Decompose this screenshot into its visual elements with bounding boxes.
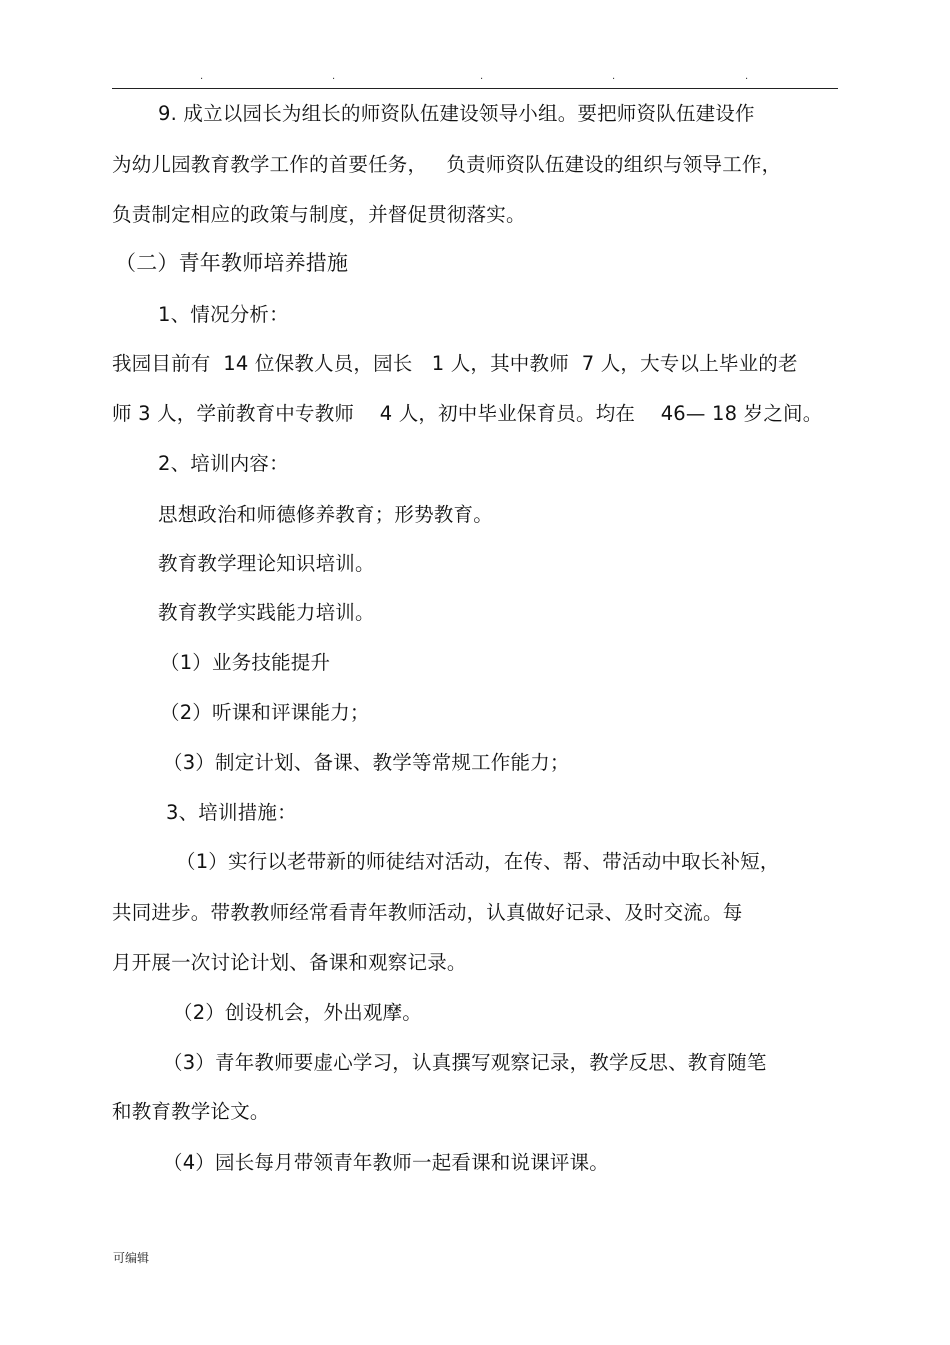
list-item: （4）园长每月带领青年教师一起看课和说课评课。 xyxy=(163,1151,610,1174)
list-item: （1）业务技能提升 xyxy=(160,651,331,674)
section-heading: （二）青年教师培养措施 xyxy=(115,251,349,275)
list-item: （3）制定计划、备课、教学等常规工作能力； xyxy=(163,751,570,774)
paragraph-line: 师 3 人，学前教育中专教师 4 人，初中毕业保育员。均在 46— 18 岁之间。 xyxy=(112,402,823,425)
paragraph-line: 负责制定相应的政策与制度，并督促贯彻落实。 xyxy=(112,203,526,226)
subsection-heading: 2、培训内容： xyxy=(158,452,289,475)
subsection-heading: 3、培训措施： xyxy=(166,801,297,824)
header-dot: . xyxy=(612,71,616,82)
paragraph-line: 我园目前有 14 位保教人员，园长 1 人，其中教师 7 人，大专以上毕业的老 xyxy=(112,352,798,375)
paragraph-line: 和教育教学论文。 xyxy=(112,1100,270,1123)
paragraph-line: 9. 成立以园长为组长的师资队伍建设领导小组。要把师资队伍建设作 xyxy=(158,102,755,125)
header-rule xyxy=(112,88,838,89)
header-dot: . xyxy=(480,71,484,82)
paragraph-line: 共同进步。带教教师经常看青年教师活动，认真做好记录、及时交流。每 xyxy=(112,901,743,924)
paragraph-line: 教育教学理论知识培训。 xyxy=(158,552,375,575)
list-item: （2）听课和评课能力； xyxy=(160,701,370,724)
header-dot: . xyxy=(745,71,749,82)
paragraph-line: 月开展一次讨论计划、备课和观察记录。 xyxy=(112,951,467,974)
paragraph-line: 教育教学实践能力培训。 xyxy=(158,601,375,624)
list-item: （2）创设机会，外出观摩。 xyxy=(173,1001,423,1024)
paragraph-line: 为幼儿园教育教学工作的首要任务， 负责师资队伍建设的组织与领导工作， xyxy=(112,153,782,176)
header-dot: . xyxy=(200,71,204,82)
list-item: （3）青年教师要虚心学习，认真撰写观察记录，教学反思、教育随笔 xyxy=(163,1051,767,1074)
footer-note: 可编辑 xyxy=(113,1251,150,1265)
paragraph-line: （1）实行以老带新的师徒结对活动，在传、帮、带活动中取长补短， xyxy=(176,850,780,873)
subsection-heading: 1、情况分析： xyxy=(158,303,289,326)
header-dots xyxy=(0,72,950,82)
paragraph-line: 思想政治和师德修养教育；形势教育。 xyxy=(158,503,493,526)
header-dot: . xyxy=(332,71,336,82)
